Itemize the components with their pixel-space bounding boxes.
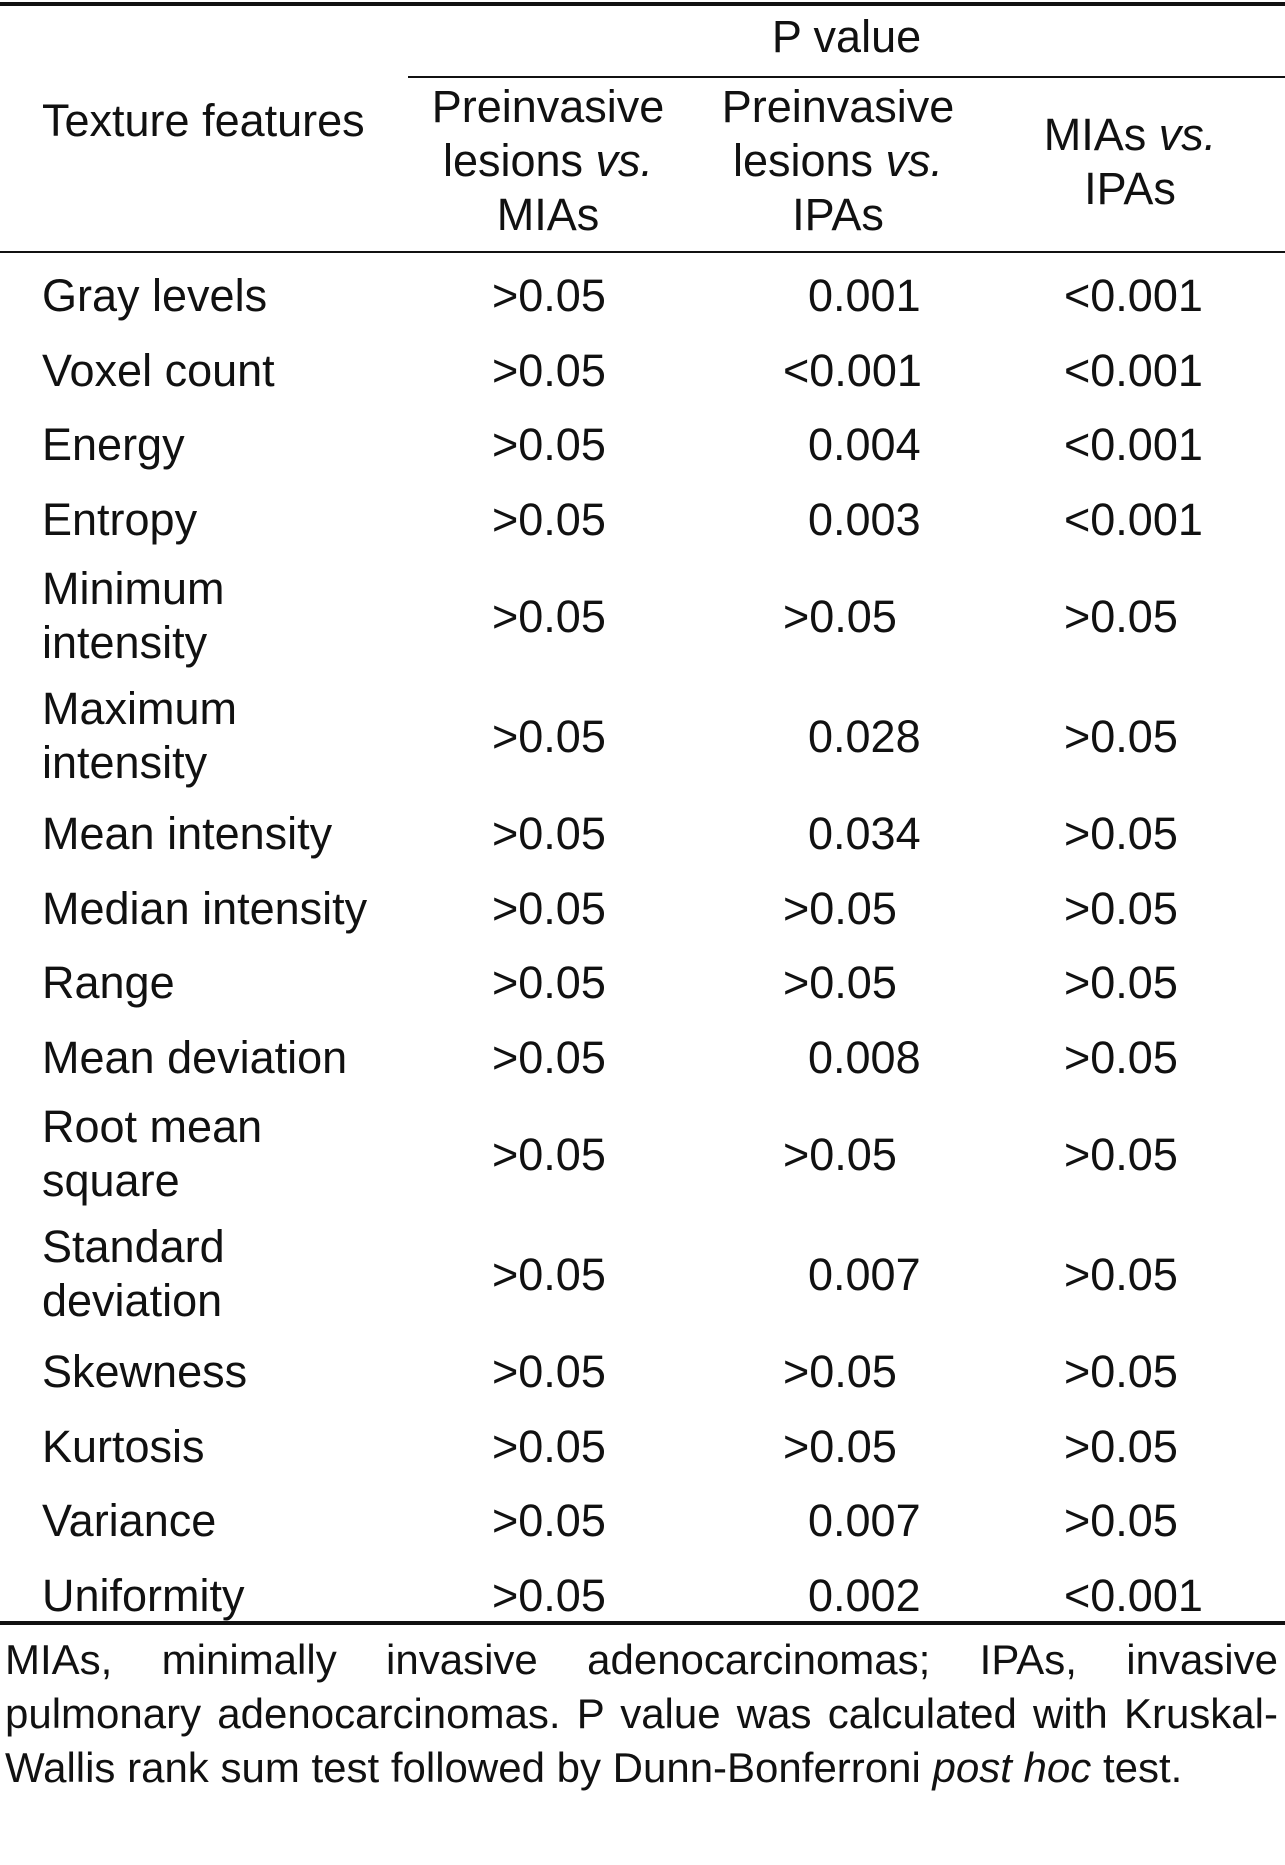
cell-preinvasive-vs-ipas: >0.05 (783, 1420, 897, 1472)
header-texture-features: Texture features (42, 95, 365, 146)
cell-mias-vs-ipas: >0.05 (1064, 711, 1178, 762)
cell-preinvasive-vs-mias: >0.05 (492, 957, 606, 1008)
cell-mias-vs-ipas: >0.05 (1064, 957, 1178, 1008)
header-line (418, 134, 678, 188)
cell-mias-vs-ipas: >0.05 (1064, 808, 1178, 859)
feature-line: Voxel count (42, 344, 275, 396)
cell-mias-vs-ipas: >0.05 (1064, 1495, 1178, 1546)
top-rule (0, 2, 1285, 6)
bottom-rule (0, 1621, 1285, 1625)
cell-preinvasive-vs-mias: >0.05 (492, 808, 606, 859)
feature-line: Variance (42, 1495, 217, 1546)
cell-preinvasive-vs-mias: >0.05 (492, 493, 606, 545)
cell-feature (42, 807, 332, 861)
table-row (0, 334, 1285, 409)
header-line: IPAs (792, 189, 884, 240)
table-row (0, 557, 1285, 677)
cell-preinvasive-vs-ipas: 0.001 (808, 270, 921, 321)
feature-line: Range (42, 957, 175, 1008)
cell-preinvasive-vs-ipas: 0.028 (808, 711, 921, 762)
cell-feature (42, 344, 275, 398)
cell-preinvasive-vs-mias: >0.05 (492, 1569, 606, 1621)
cell-preinvasive-vs-ipas: 0.007 (808, 1249, 921, 1300)
header-col-preinvasive-vs-ipas (708, 80, 968, 242)
cell-preinvasive-vs-ipas: >0.05 (783, 1346, 897, 1397)
cell-preinvasive-vs-mias: >0.05 (492, 1495, 606, 1546)
cell-preinvasive-vs-mias: >0.05 (492, 1346, 606, 1397)
table-row (0, 1335, 1285, 1410)
cell-preinvasive-vs-ipas: >0.05 (783, 591, 897, 642)
table-row (0, 1215, 1285, 1335)
cell-preinvasive-vs-mias: >0.05 (492, 1129, 606, 1180)
header-line (708, 134, 968, 188)
cell-preinvasive-vs-mias: >0.05 (492, 711, 606, 762)
feature-line: Root mean (42, 1101, 263, 1152)
header-vs: vs. (885, 135, 944, 186)
cell-feature (42, 493, 197, 547)
cell-feature (42, 1420, 205, 1474)
cell-feature (42, 1569, 245, 1623)
feature-line: square (42, 1155, 180, 1206)
feature-line: Median intensity (42, 882, 368, 934)
header-bottom-rule (0, 251, 1285, 253)
cell-mias-vs-ipas: >0.05 (1064, 882, 1178, 934)
cell-preinvasive-vs-ipas: 0.003 (808, 493, 921, 545)
cell-feature (42, 1494, 216, 1548)
feature-line: Maximum (42, 683, 238, 734)
table-row (0, 259, 1285, 334)
header-text: lesions (442, 135, 596, 186)
cell-preinvasive-vs-ipas: 0.007 (808, 1495, 921, 1546)
group-header-rule (408, 76, 1285, 78)
cell-mias-vs-ipas: <0.001 (1064, 419, 1203, 470)
feature-line: Energy (42, 419, 185, 470)
cell-preinvasive-vs-ipas: 0.004 (808, 419, 921, 470)
table-row (0, 1021, 1285, 1096)
cell-preinvasive-vs-ipas: 0.034 (808, 808, 921, 859)
table-row (0, 677, 1285, 797)
feature-line: Mean intensity (42, 808, 333, 859)
header-line: Preinvasive (721, 81, 955, 132)
table-row (0, 1484, 1285, 1559)
cell-preinvasive-vs-mias: >0.05 (492, 1031, 606, 1083)
cell-mias-vs-ipas: <0.001 (1064, 1569, 1203, 1621)
cell-feature (42, 269, 267, 323)
cell-mias-vs-ipas: >0.05 (1064, 1129, 1178, 1180)
cell-feature (42, 1100, 262, 1208)
cell-preinvasive-vs-ipas: 0.002 (808, 1569, 921, 1621)
feature-line: Standard (42, 1221, 225, 1272)
cell-preinvasive-vs-mias: >0.05 (492, 1420, 606, 1472)
group-header-p-value: P value (771, 11, 922, 62)
table-footnote (5, 1633, 1278, 1795)
cell-mias-vs-ipas: <0.001 (1064, 270, 1203, 321)
header-text: MIAs (1043, 109, 1159, 160)
header-line: Preinvasive (431, 81, 665, 132)
feature-line: Skewness (42, 1346, 248, 1397)
table-row (0, 1410, 1285, 1485)
header-text: lesions (732, 135, 886, 186)
cell-feature (42, 682, 237, 790)
feature-line: intensity (42, 617, 208, 668)
table-row (0, 946, 1285, 1021)
feature-line: Mean deviation (42, 1031, 348, 1083)
cell-feature (42, 418, 185, 472)
cell-preinvasive-vs-ipas: >0.05 (783, 957, 897, 1008)
cell-preinvasive-vs-ipas: <0.001 (783, 344, 922, 396)
cell-preinvasive-vs-mias: >0.05 (492, 270, 606, 321)
footnote-italic: post hoc (932, 1744, 1092, 1791)
cell-preinvasive-vs-mias: >0.05 (492, 882, 606, 934)
cell-feature (42, 1031, 347, 1085)
table-row (0, 1095, 1285, 1215)
header-col-mias-vs-ipas (1010, 108, 1250, 216)
cell-feature (42, 882, 367, 936)
cell-preinvasive-vs-ipas: 0.008 (808, 1031, 921, 1083)
table-row (0, 872, 1285, 947)
table-row (0, 408, 1285, 483)
footnote-tail: test. (1091, 1744, 1183, 1791)
header-vs: vs. (1158, 109, 1217, 160)
cell-preinvasive-vs-mias: >0.05 (492, 1249, 606, 1300)
cell-mias-vs-ipas: >0.05 (1064, 1031, 1178, 1083)
cell-preinvasive-vs-ipas: >0.05 (783, 882, 897, 934)
header-vs: vs. (595, 135, 654, 186)
cell-mias-vs-ipas: <0.001 (1064, 493, 1203, 545)
cell-preinvasive-vs-ipas: >0.05 (783, 1129, 897, 1180)
table-row (0, 797, 1285, 872)
cell-feature (42, 1220, 225, 1328)
header-line: MIAs (496, 189, 600, 240)
feature-line: deviation (42, 1275, 223, 1326)
cell-mias-vs-ipas: >0.05 (1064, 1420, 1178, 1472)
cell-feature (42, 1345, 247, 1399)
footnote-text: MIAs, minimally invasive adenocarcinomas; IPAs, invasive pulmonary adenocarcinomas. P value was calculated with Kruskal-Wallis rank sum test followed by Dunn-Bonferroni (5, 1636, 1278, 1791)
feature-line: Gray levels (42, 270, 268, 321)
header-line: IPAs (1084, 163, 1176, 214)
cell-mias-vs-ipas: >0.05 (1064, 1346, 1178, 1397)
cell-mias-vs-ipas: <0.001 (1064, 344, 1203, 396)
cell-feature (42, 956, 175, 1010)
feature-line: Entropy (42, 493, 198, 545)
cell-preinvasive-vs-mias: >0.05 (492, 419, 606, 470)
feature-line: intensity (42, 737, 208, 788)
cell-preinvasive-vs-mias: >0.05 (492, 591, 606, 642)
cell-preinvasive-vs-mias: >0.05 (492, 344, 606, 396)
header-col-preinvasive-vs-mias (418, 80, 678, 242)
feature-line: Minimum (42, 563, 225, 614)
header-line (1010, 108, 1250, 162)
cell-mias-vs-ipas: >0.05 (1064, 591, 1178, 642)
cell-mias-vs-ipas: >0.05 (1064, 1249, 1178, 1300)
feature-line: Kurtosis (42, 1420, 205, 1472)
cell-feature (42, 562, 225, 670)
table-row (0, 483, 1285, 558)
feature-line: Uniformity (42, 1569, 245, 1621)
